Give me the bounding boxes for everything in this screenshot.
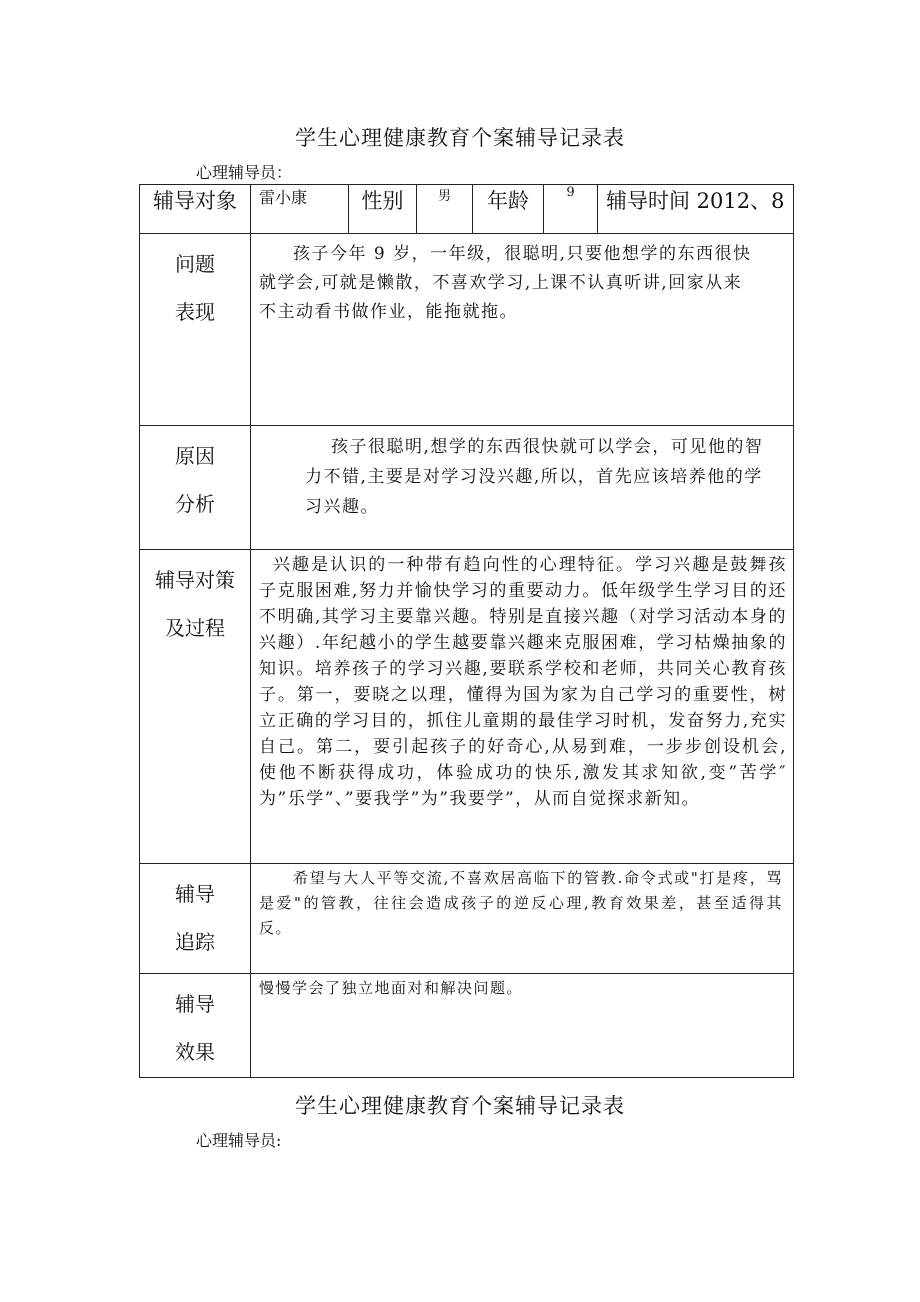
method-label-line-1: 辅导对策 [155, 568, 235, 592]
method-text: 兴趣是认识的一种带有趋向性的心理特征。学习兴趣是鼓舞孩子克服困难,努力并愉快学习的重要动力。低年级学生学习目的还不明确,其学习主要靠兴趣。特别是直接兴趣（对学习活动本身的兴趣）.年纪越小的学生越要靠兴趣来克服困难，学习枯燥抽象的知识。培养孩子的学习兴趣,要联系学校和老师，共同关心教育孩子。第一，要晓之以理，懂得为国为家为自己学习的重要性，树立正确的学习目的，抓住儿童期的最佳学习时机，发奋努力,充实自己。第二，要引起孩子的好奇心,从易到难，一步步创设机会,使他不断获得成功，体验成功的快乐,激发其求知欲,变”苦学″为”乐学”、”要我学”为”我要学”，从而自觉探求新知。 [251, 550, 794, 864]
reason-label-line-1: 原因 [175, 444, 215, 468]
age-value: 9 [544, 185, 598, 234]
reason-label [140, 426, 251, 550]
tracking-label [140, 864, 251, 974]
problem-label-line-2: 表现 [175, 300, 215, 324]
second-counselor-label: 心理辅导员: [196, 1131, 282, 1150]
subject-value: 雷小康 [251, 185, 349, 234]
tracking-label-line-1: 辅导 [175, 882, 215, 906]
method-label-line-2: 及过程 [165, 616, 225, 640]
second-page-title: 学生心理健康教育个案辅导记录表 [295, 1094, 625, 1118]
gender-value: 男 [417, 185, 473, 234]
counseling-record-table [139, 184, 794, 1078]
method-row [140, 550, 794, 864]
subject-label: 辅导对象 [140, 185, 251, 234]
effect-text: 慢慢学会了独立地面对和解决问题。 [251, 974, 794, 1078]
tracking-text: 希望与大人平等交流,不喜欢居高临下的管教.命令式或"打是疼，骂是爱"的管教，往往会造成孩子的逆反心理,教育效果差，甚至适得其反。 [251, 864, 794, 974]
method-label [140, 550, 251, 864]
problem-text: 孩子今年 9 岁，一年级，很聪明,只要他想学的东西很快就学会,可就是懒散，不喜欢学习,上课不认真听讲,回家从来不主动看书做作业，能拖就拖。 [251, 234, 794, 426]
tracking-row [140, 864, 794, 974]
reason-text: 孩子很聪明,想学的东西很快就可以学会，可见他的智力不错,主要是对学习没兴趣,所以，首先应该培养他的学习兴趣。 [251, 426, 794, 550]
counselor-label: 心理辅导员： [196, 163, 293, 182]
tracking-label-line-2: 追踪 [175, 930, 215, 954]
effect-label-line-2: 效果 [175, 1040, 215, 1064]
header-row [140, 185, 794, 234]
reason-row [140, 426, 794, 550]
gender-label: 性别 [349, 185, 417, 234]
counseling-time: 辅导时间 2012、8 [598, 185, 794, 234]
problem-row [140, 234, 794, 426]
effect-label-line-1: 辅导 [175, 992, 215, 1016]
age-label: 年龄 [473, 185, 544, 234]
reason-label-line-2: 分析 [175, 492, 215, 516]
problem-label [140, 234, 251, 426]
problem-label-line-1: 问题 [175, 252, 215, 276]
page-title: 学生心理健康教育个案辅导记录表 [295, 126, 625, 150]
effect-label [140, 974, 251, 1078]
effect-row [140, 974, 794, 1078]
